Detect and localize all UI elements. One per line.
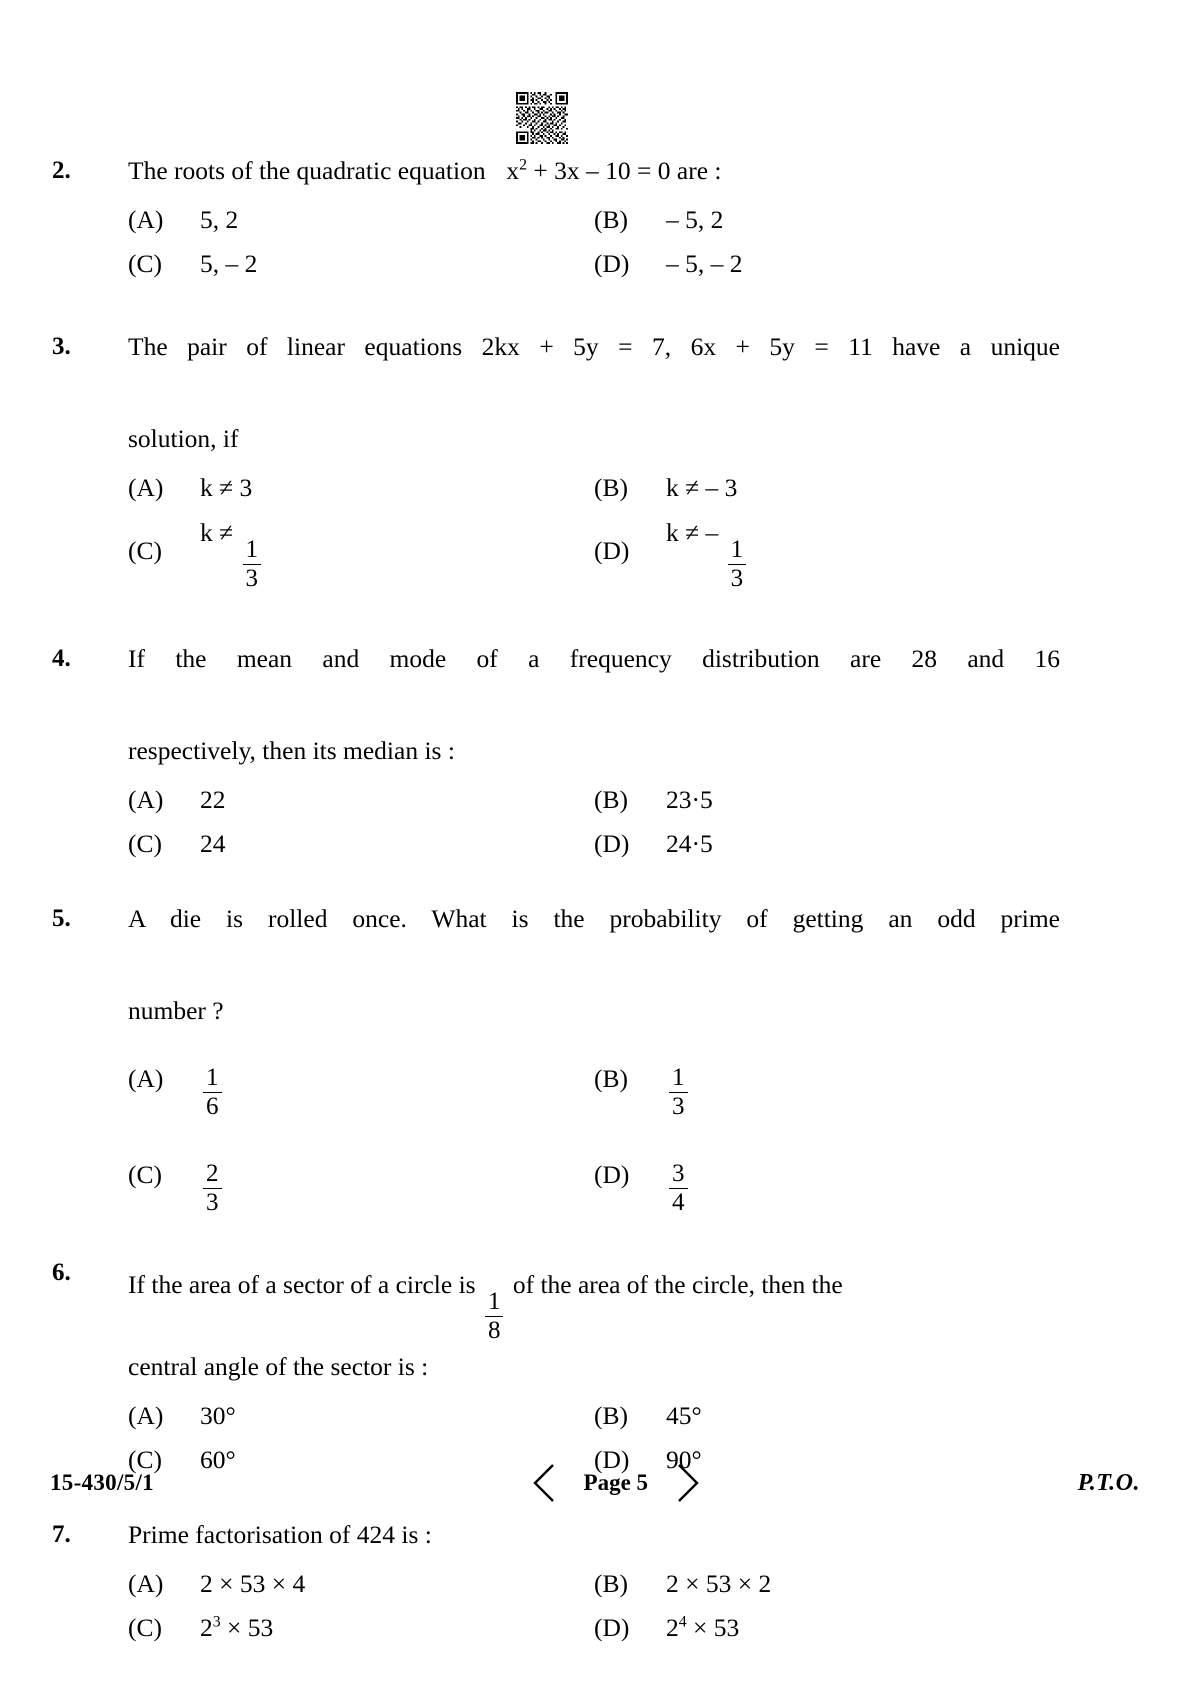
fraction-denominator: 3 — [669, 1092, 688, 1120]
power-base: 2 — [666, 1613, 679, 1642]
fraction — [485, 1289, 504, 1345]
option-b[interactable] — [594, 1562, 1060, 1606]
option-c[interactable] — [128, 242, 594, 286]
option-b[interactable] — [594, 466, 1060, 510]
option-d[interactable] — [594, 822, 1060, 866]
option-d[interactable] — [594, 1134, 1060, 1216]
fraction — [203, 1065, 222, 1121]
stem-variable: x — [506, 156, 520, 185]
page-footer — [50, 1463, 1140, 1503]
question-stem-line-1 — [128, 1250, 1060, 1344]
option-value: 5, – 2 — [200, 249, 258, 278]
option-b[interactable] — [594, 198, 1060, 242]
option-value: 24·5 — [666, 829, 713, 858]
fraction-numerator: 1 — [206, 1063, 219, 1091]
option-value: 5, 2 — [200, 205, 239, 234]
option-label: (D) — [594, 1613, 630, 1642]
options-group — [128, 1038, 1060, 1230]
stem-text-after: of the area of the circle, then the — [512, 1270, 843, 1299]
option-value — [666, 1606, 1060, 1650]
question-stem-line-2: central angle of the sector is : — [128, 1352, 429, 1381]
option-b[interactable] — [594, 778, 1060, 822]
option-label: (A) — [128, 1569, 164, 1598]
options-group — [128, 466, 1060, 606]
option-value — [666, 510, 1060, 592]
question-number: 7. — [52, 1521, 71, 1548]
option-label: (D) — [594, 1160, 630, 1189]
option-label: (A) — [128, 1401, 164, 1430]
option-value — [200, 510, 594, 592]
question-stem-line-1: Prime factorisation of 424 is : — [128, 1520, 432, 1549]
pto-label: P.T.O. — [1077, 1469, 1140, 1496]
power-exponent: 3 — [212, 1613, 221, 1631]
fraction-numerator: 1 — [487, 1287, 501, 1315]
option-b[interactable] — [594, 1394, 1060, 1438]
fraction-denominator: 3 — [203, 1188, 222, 1216]
question-7 — [50, 1512, 1060, 1650]
option-value: k ≠ – 3 — [666, 473, 738, 502]
fraction-denominator: 4 — [669, 1188, 688, 1216]
option-label: (C) — [128, 249, 162, 278]
option-row — [128, 242, 1060, 286]
fraction — [669, 1161, 688, 1217]
option-row — [128, 510, 1060, 606]
stem-text-before: The roots of the quadratic equation — [128, 156, 486, 185]
option-value: 22 — [200, 785, 226, 814]
stem-text-after: + 3x – 10 = 0 are : — [533, 156, 722, 185]
fraction-denominator: 8 — [485, 1316, 504, 1344]
option-a[interactable] — [128, 778, 594, 822]
option-row — [128, 1562, 1060, 1606]
option-label: (D) — [594, 829, 630, 858]
option-label: (C) — [128, 1160, 162, 1189]
fraction-numerator: 3 — [672, 1159, 685, 1187]
chevron-left-icon — [527, 1461, 561, 1505]
chevron-right-icon — [671, 1461, 705, 1505]
option-row — [128, 1038, 1060, 1134]
question-number: 5. — [52, 905, 71, 932]
fraction-numerator: 1 — [245, 535, 258, 563]
option-c[interactable] — [128, 1134, 594, 1216]
option-label: (C) — [128, 1445, 162, 1474]
option-value: – 5, – 2 — [666, 249, 743, 278]
fraction-denominator: 3 — [728, 564, 747, 592]
option-label: (D) — [594, 249, 630, 278]
options-group — [128, 1562, 1060, 1650]
option-label: (C) — [128, 536, 162, 565]
questions-list — [50, 148, 1060, 1650]
question-2 — [50, 148, 1060, 286]
options-group — [128, 778, 1060, 866]
question-stem-line-1: A die is rolled once. What is the probability of getting an odd prime — [128, 904, 1060, 933]
question-4 — [50, 636, 1060, 866]
option-a[interactable] — [128, 466, 594, 510]
option-label: (C) — [128, 1613, 162, 1642]
option-row — [128, 778, 1060, 822]
option-value — [200, 1134, 594, 1216]
question-number: 2. — [52, 157, 71, 184]
option-row — [128, 1134, 1060, 1230]
option-label: (C) — [128, 829, 162, 858]
option-d[interactable] — [594, 1606, 1060, 1650]
power-base: 2 — [200, 1613, 213, 1642]
option-row — [128, 822, 1060, 866]
option-label: (A) — [128, 1064, 164, 1093]
option-value — [666, 1134, 1060, 1216]
question-stem-line-2: number ? — [128, 996, 224, 1025]
fraction — [669, 1065, 688, 1121]
fraction — [243, 537, 262, 593]
power-rest: × 53 — [227, 1613, 274, 1642]
option-value: 2 × 53 × 4 — [200, 1569, 306, 1598]
fraction-numerator: 2 — [206, 1159, 219, 1187]
option-a[interactable] — [128, 1038, 594, 1120]
page-number-badge — [521, 1461, 711, 1505]
fraction-denominator: 6 — [203, 1092, 222, 1120]
question-3 — [50, 324, 1060, 606]
qr-code-icon — [516, 92, 568, 144]
option-row — [128, 198, 1060, 242]
fraction-numerator: 1 — [730, 535, 744, 563]
option-label: (B) — [594, 1401, 628, 1430]
option-a[interactable] — [128, 1562, 594, 1606]
option-label: (B) — [594, 473, 628, 502]
page-number-label: Page 5 — [583, 1470, 649, 1495]
option-value — [200, 1606, 594, 1650]
option-value: 30° — [200, 1401, 236, 1430]
option-label: (A) — [128, 785, 164, 814]
option-c[interactable] — [128, 510, 594, 592]
option-c[interactable] — [128, 822, 594, 866]
option-label: (B) — [594, 1064, 628, 1093]
paper-code: 15-430/5/1 — [50, 1470, 154, 1495]
stem-text-before: If the area of a sector of a circle is — [128, 1270, 476, 1299]
option-prefix: k ≠ — [200, 518, 234, 547]
question-stem-line-2: respectively, then its median is : — [128, 736, 455, 765]
option-label: (A) — [128, 473, 164, 502]
question-stem-line-1: The pair of linear equations 2kx + 5y = 7, 6x + 5y = 11 have a unique — [128, 332, 1060, 361]
option-label: (B) — [594, 785, 628, 814]
option-d[interactable] — [594, 242, 1060, 286]
option-label: (B) — [594, 205, 628, 234]
option-value: 45° — [666, 1401, 702, 1430]
question-number: 3. — [52, 333, 71, 360]
question-number: 6. — [52, 1259, 71, 1286]
option-a[interactable] — [128, 198, 594, 242]
option-value: 60° — [200, 1445, 236, 1474]
fraction-denominator: 3 — [243, 564, 262, 592]
fraction — [203, 1161, 222, 1217]
option-label: (D) — [594, 1445, 630, 1474]
stem-exponent: 2 — [519, 156, 527, 174]
option-prefix: k ≠ – — [666, 518, 719, 547]
power-rest: × 53 — [693, 1613, 740, 1642]
options-group — [128, 198, 1060, 286]
question-number: 4. — [52, 645, 71, 672]
option-row — [128, 466, 1060, 510]
fraction-numerator: 1 — [672, 1063, 685, 1091]
option-value — [200, 1038, 594, 1120]
option-a[interactable] — [128, 1394, 594, 1438]
option-value: – 5, 2 — [666, 205, 724, 234]
option-value: 2 × 53 × 2 — [666, 1569, 772, 1598]
power-exponent: 4 — [678, 1613, 687, 1631]
option-b[interactable] — [594, 1038, 1060, 1120]
question-stem-line-1: If the mean and mode of a frequency distribution are 28 and 16 — [128, 644, 1060, 673]
question-stem-line-2: solution, if — [128, 424, 239, 453]
option-row — [128, 1606, 1060, 1650]
option-value — [666, 1038, 1060, 1120]
question-stem — [128, 148, 1060, 194]
question-6 — [50, 1250, 1060, 1482]
option-d[interactable] — [594, 510, 1060, 592]
question-5 — [50, 896, 1060, 1230]
option-label: (D) — [594, 536, 630, 565]
option-row — [128, 1394, 1060, 1438]
option-c[interactable] — [128, 1606, 594, 1650]
option-value: 24 — [200, 829, 226, 858]
option-value: 23·5 — [666, 785, 713, 814]
option-label: (A) — [128, 205, 164, 234]
option-value: 90° — [666, 1445, 702, 1474]
fraction — [728, 537, 747, 593]
option-label: (B) — [594, 1569, 628, 1598]
option-value: k ≠ 3 — [200, 473, 253, 502]
